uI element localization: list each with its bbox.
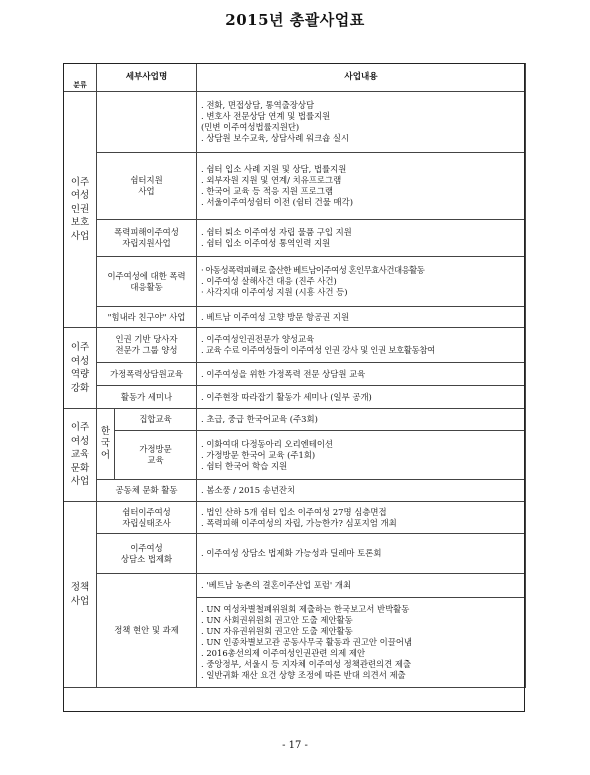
content-cell: . 전화, 면접상담, 통역출장상담 . 변호사 전문상담 연계 및 법률지원 (민변 이주여성법률지원단) . 상담원 보수교육, 상담사례 워크숍 실시	[197, 92, 526, 153]
document-title: 2015년 총괄사업표	[225, 11, 365, 29]
category-cell: 이주 여성 역량 강화	[64, 328, 97, 409]
content-cell: . '베트남 농촌의 결혼이주산업 포럼' 개최	[197, 574, 526, 598]
detail-program-cell: 활동가 세미나	[97, 386, 197, 409]
table-outer-border	[63, 63, 525, 712]
content-cell: . 초급, 중급 한국어교육 (주3회)	[197, 409, 526, 431]
detail-program-cell: 집합교육	[115, 409, 197, 431]
detail-program-cell: 이주여성에 대한 폭력 대응활동	[97, 257, 197, 307]
content-cell: · 아동성폭력피해로 출산한 베트남이주여성 혼인무효사건대응활동 . 이주여성 살해사건 대응 (진주 사건) · 사각지대 이주여성 지원 (시흥 사건 등)	[197, 257, 526, 307]
content-cell: . 쉼터 입소 사례 지원 및 상담, 법률지원 . 외부자원 지원 및 연계/ 치유프로그램 . 한국어 교육 등 적응 지원 프로그램 . 서울이주여성쉼터 이전 (쉼터 건물 매각)	[197, 153, 526, 220]
detail-program-cell: 공동체 문화 활동	[97, 480, 197, 502]
content-cell: . 이화여대 다정동아리 오리엔테이션 . 가정방문 한국어 교육 (주1회) . 쉼터 한국어 학습 지원	[197, 431, 526, 480]
page-number: - 17 -	[282, 740, 308, 751]
header-program-content: 사업내용	[197, 64, 526, 92]
content-cell: . 쉼터 퇴소 이주여성 자립 물품 구입 지원 . 쉼터 입소 이주여성 통역인력 지원	[197, 220, 526, 257]
detail-program-cell: "힘내라 친구야" 사업	[97, 307, 197, 328]
detail-program-cell: 이주여성 상담소 법제화	[97, 534, 197, 574]
content-cell: . 이주여성 상담소 법제화 가능성과 딜레마 토론회	[197, 534, 526, 574]
detail-program-cell: 쉼터지원 사업	[97, 153, 197, 220]
detail-program-cell: 폭력피해이주여성 자립지원사업	[97, 220, 197, 257]
korean-language-label: 한 국 어	[97, 409, 115, 480]
detail-program-cell: 가정폭력상담원교육	[97, 363, 197, 386]
content-cell: . 이주현장 따라잡기 활동가 세미나 (일부 공개)	[197, 386, 526, 409]
category-cell: 이주 여성 교육 문화 사업	[64, 409, 97, 502]
category-cell: 정책 사업	[64, 502, 97, 688]
detail-program-cell: 쉼터이주여성 자립실태조사	[97, 502, 197, 534]
content-cell: . 법인 산하 5개 쉼터 입소 이주여성 27명 심층면접 . 폭력피해 이주여성의 자립, 가능한가? 심포지엄 개최	[197, 502, 526, 534]
content-cell: . 이주여성인권전문가 양성교육 . 교육 수료 이주여성들이 이주여성 인권 강사 및 인권 보호활동참여	[197, 328, 526, 363]
category-cell: 이주 여성 인권 보호 사업	[64, 92, 97, 328]
content-cell: . 이주여성을 위한 가정폭력 전문 상담원 교육	[197, 363, 526, 386]
header-category: 분류	[64, 64, 97, 92]
header-detail-program: 세부사업명	[97, 64, 197, 92]
detail-program-cell: 가정방문 교육	[115, 431, 197, 480]
detail-program-cell: 인권 기반 당사자 전문가 그룹 양성	[97, 328, 197, 363]
content-cell: . UN 여성차별철폐위원회 제출하는 한국보고서 반박활동 . UN 사회권위원회 권고안 도출 제안활동 . UN 자유권위원회 권고안 도출 제안활동 . UN 인종차별보고관 공동사무국 활동과 권고안 이끌어냄 . 2016총선의제 이주여성인권관련 의제 제안 . 중앙정부, 서울시 등 지자체 이주여성 정책관련의견 제출 . 일반귀화 재산 요건 상향 조정에 따른 반대 의견서 제출	[197, 598, 526, 688]
detail-program-cell: 정책 현안 및 과제	[97, 574, 197, 688]
content-cell: . 베트남 이주여성 고향 방문 항공권 지원	[197, 307, 526, 328]
content-cell: . 봄소풍 / 2015 송년잔치	[197, 480, 526, 502]
